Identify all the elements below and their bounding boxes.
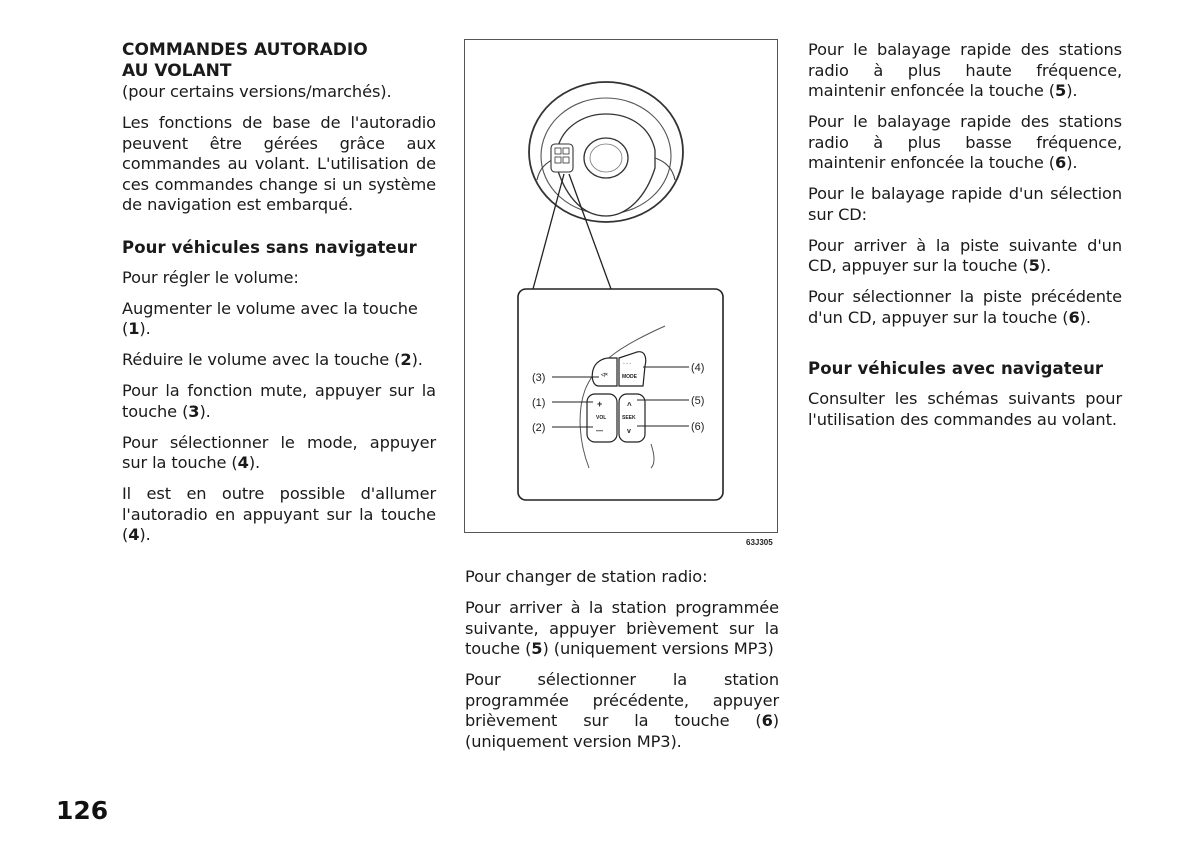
label-1: (1) <box>532 397 546 409</box>
vol-minus-icon: — <box>596 428 603 435</box>
seek-down-icon: v <box>627 428 631 435</box>
label-4: (4) <box>691 362 705 374</box>
seek-button-label: SEEK <box>622 415 636 421</box>
middle-column <box>465 567 779 763</box>
no-nav-heading: Pour véhicules sans navigateur <box>122 237 417 257</box>
callout-line-left <box>533 174 564 289</box>
title-line-2: AU VOLANT <box>122 61 232 81</box>
steering-wheel-figure <box>464 39 778 533</box>
seek-up-icon: ^ <box>627 401 632 410</box>
cd-next-paragraph: Pour arriver à la piste suivante d'un CD, appuyer sur la touche (5). <box>808 235 1122 275</box>
prev-station-paragraph: Pour sélectionner la station programmée précédente, appuyer brièvement sur la touche (6) (uniquement version MP3). <box>465 670 779 751</box>
volume-up-paragraph: Augmenter le volume avec la touche (1). <box>122 298 418 338</box>
label-2: (2) <box>532 422 546 434</box>
label-3: (3) <box>532 372 546 384</box>
label-5: (5) <box>691 395 705 407</box>
with-nav-heading: Pour véhicules avec navigateur <box>808 359 1104 378</box>
vol-button-label: VOL <box>596 415 607 421</box>
mute-icon: ◁× <box>601 372 608 378</box>
wheel-control-block <box>551 144 573 172</box>
cd-scan-paragraph: Pour le balayage rapide d'un sélection sur CD: <box>808 184 1122 224</box>
page-number: 126 <box>56 796 109 825</box>
volume-intro: Pour régler le volume: <box>122 267 299 287</box>
power-paragraph: Il est en outre possible d'allumer l'autoradio en appuyant sur la touche (4). <box>122 484 436 544</box>
consult-paragraph: Consulter les schémas suivants pour l'utilisation des commandes au volant. <box>808 389 1122 429</box>
mode-button-label: MODE <box>622 374 637 380</box>
title-line-1: COMMANDES AUTORADIO <box>122 40 368 60</box>
mute-paragraph: Pour la fonction mute, appuyer sur la touche (3). <box>122 381 436 421</box>
next-station-paragraph: Pour arriver à la station programmée suivante, appuyer brièvement sur la touche (5) (uniquement versions MP3) <box>465 598 779 658</box>
scan-down-paragraph: Pour le balayage rapide des stations radio à plus basse fréquence, maintenir enfoncée la touche (6). <box>808 112 1122 172</box>
left-column <box>122 40 436 556</box>
intro-paragraph: Les fonctions de base de l'autoradio peuvent être gérées grâce aux commandes au volant. L'utilisation de ces commandes change si un système de navigation est embarqué. <box>122 113 436 214</box>
scan-up-paragraph: Pour le balayage rapide des stations radio à plus haute fréquence, maintenir enfoncée la touche (5). <box>808 40 1122 100</box>
figure-code: 63J305 <box>746 538 773 547</box>
steering-wheel-diagram <box>465 40 779 534</box>
mode-paragraph: Pour sélectionner le mode, appuyer sur la touche (4). <box>122 432 436 472</box>
wheel-spoke-right <box>655 158 675 180</box>
cd-prev-paragraph: Pour sélectionner la piste précédente d'un CD, appuyer sur la touche (6). <box>808 287 1122 327</box>
volume-down-paragraph: Réduire le volume avec la touche (2). <box>122 350 423 369</box>
label-6: (6) <box>691 421 705 433</box>
right-column <box>808 40 1122 441</box>
svg-text:◦ ◦ ◦: ◦ ◦ ◦ <box>623 361 632 367</box>
mode-button <box>619 352 646 386</box>
subtitle: (pour certains versions/marchés). <box>122 82 392 101</box>
section-title <box>122 40 436 82</box>
vol-plus-icon: + <box>597 399 603 409</box>
change-station-paragraph: Pour changer de station radio: <box>465 567 708 586</box>
